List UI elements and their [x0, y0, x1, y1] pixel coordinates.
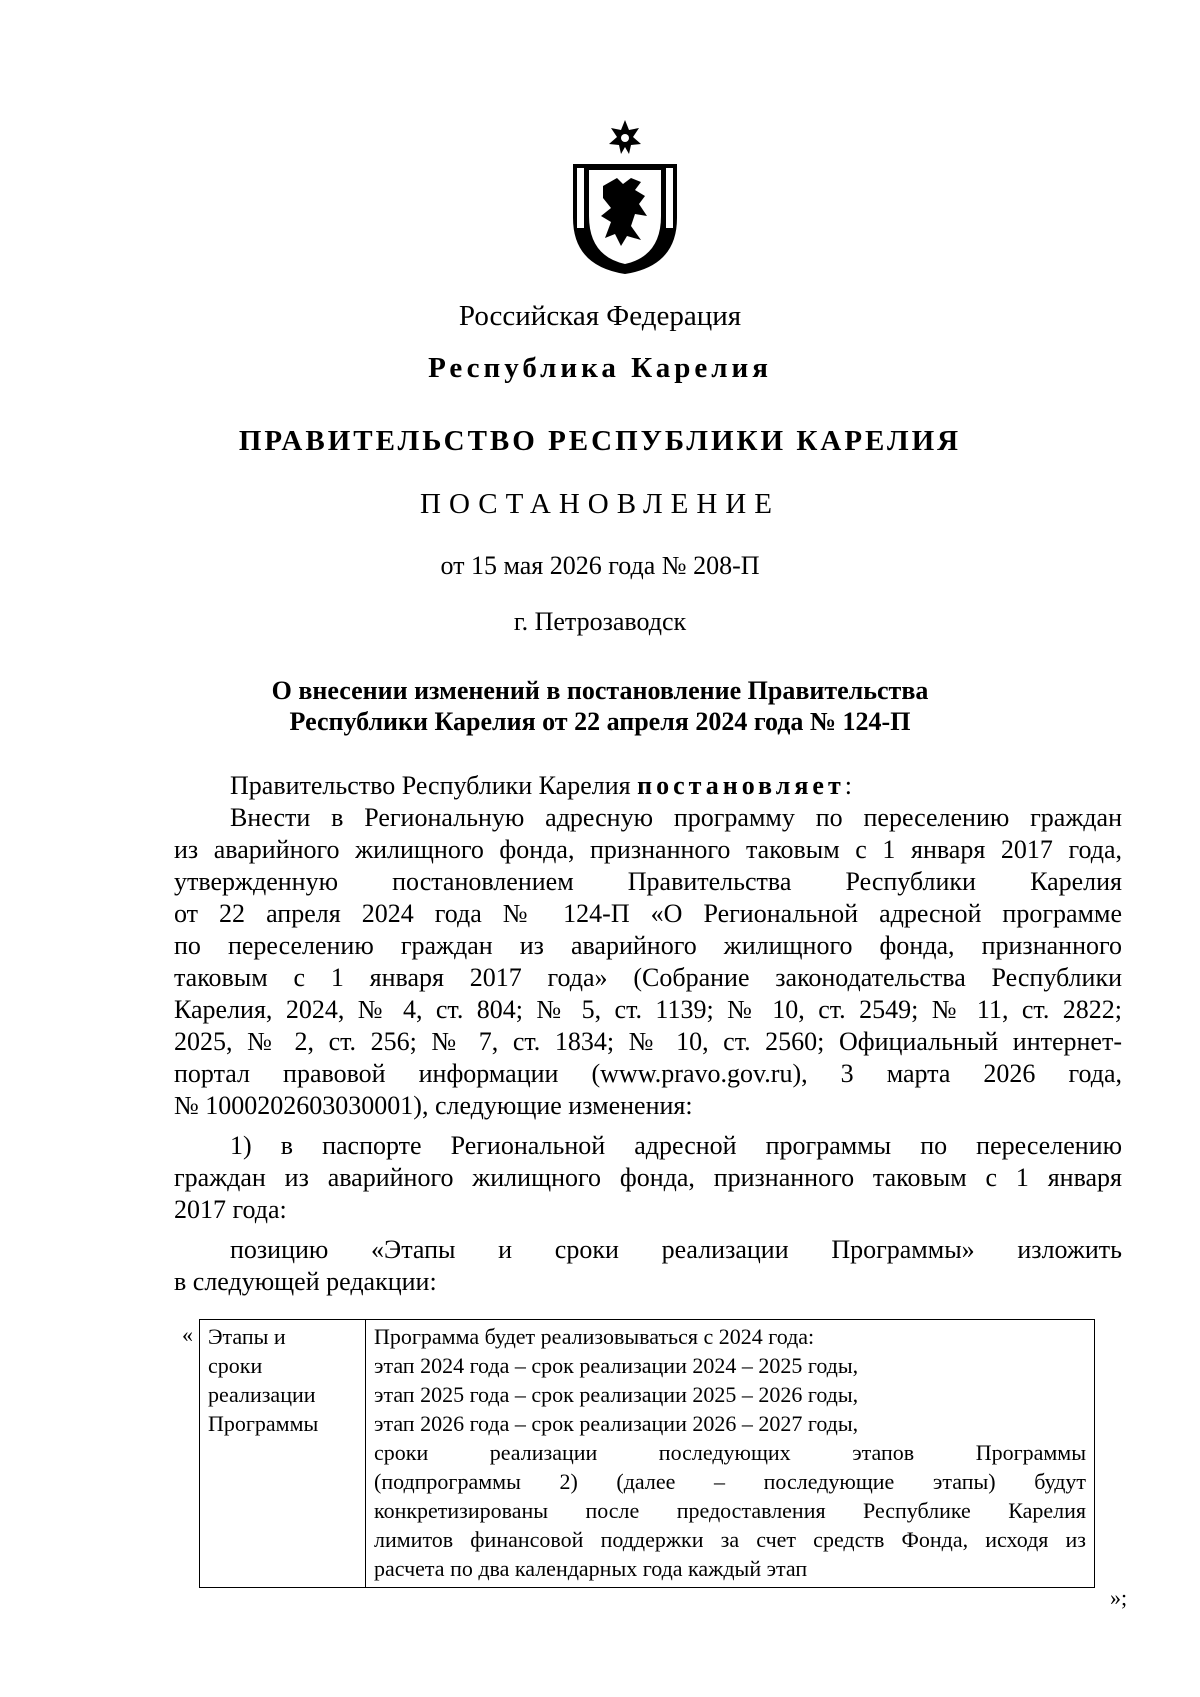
cell-line: сроки реализации последующих этапов Программы: [374, 1440, 1086, 1465]
cell-line: этап 2025 года – срок реализации 2025 – 2026 годы,: [374, 1382, 859, 1407]
cell-line: конкретизированы после предоставления Республике Карелия: [374, 1498, 1086, 1523]
subject-line: О внесении изменений в постановление Правительства: [271, 676, 929, 705]
preamble-suffix: :: [844, 771, 852, 800]
body-line: таковым с 1 января 2017 года» (Собрание законодательства Республики: [174, 963, 1122, 992]
body-line: позицию «Этапы и сроки реализации Программы» изложить: [230, 1235, 1122, 1264]
table-cell-label: [200, 1320, 366, 1588]
cell-line: Программы: [208, 1411, 319, 1436]
program-position-table: [199, 1319, 1095, 1588]
cell-line: (подпрограммы 2) (далее – последующие этапы) будут: [374, 1469, 1086, 1494]
body-line: граждан из аварийного жилищного фонда, признанного таковым с 1 января: [174, 1163, 1122, 1192]
preamble-prefix: Правительство Республики Карелия: [230, 771, 638, 800]
cell-line: расчета по два календарных года каждый этап: [374, 1556, 808, 1581]
table-open-quote: «: [182, 1322, 193, 1347]
cell-line: этап 2026 года – срок реализации 2026 – 2027 годы,: [374, 1411, 859, 1436]
body-line: 1) в паспорте Региональной адресной программы по переселению: [230, 1131, 1122, 1160]
subject-line: Республики Карелия от 22 апреля 2024 года № 124-П: [289, 707, 911, 736]
body-line: по переселению граждан из аварийного жилищного фонда, признанного: [174, 931, 1122, 960]
table-cell-content: [366, 1320, 1095, 1588]
government-title: ПРАВИТЕЛЬСТВО РЕСПУБЛИКИ КАРЕЛИЯ: [238, 425, 962, 457]
body-line: в следующей редакции:: [174, 1267, 437, 1296]
body-line: № 1000202603030001), следующие изменения:: [174, 1091, 693, 1120]
preamble: [230, 771, 1122, 801]
date-number: от 15 мая 2026 года № 208-П: [440, 551, 760, 580]
country-name: Российская Федерация: [458, 300, 742, 332]
preamble-verb: постановляет: [637, 771, 845, 800]
body-line: 2025, № 2, ст. 256; № 7, ст. 1834; № 10, ст. 2560; Официальный интернет-: [174, 1027, 1122, 1056]
cell-line: лимитов финансовой поддержки за счет средств Фонда, исходя из: [374, 1527, 1086, 1552]
cell-line: сроки: [208, 1353, 263, 1378]
body-line: утвержденную постановлением Правительства Республики Карелия: [174, 867, 1122, 896]
table-close-quote: »;: [1110, 1585, 1128, 1610]
body-line: от 22 апреля 2024 года № 124-П «О Региональной адресной программе: [174, 899, 1122, 928]
body-line: портал правовой информации (www.pravo.gov.ru), 3 марта 2026 года,: [174, 1059, 1122, 1088]
cell-line: реализации: [208, 1382, 316, 1407]
table-row: [200, 1320, 1095, 1588]
cell-line: Этапы и: [208, 1324, 286, 1349]
document-subject: [0, 675, 1200, 737]
body-line: Карелия, 2024, № 4, ст. 804; № 5, ст. 1139; № 10, ст. 2549; № 11, ст. 2822;: [174, 995, 1122, 1024]
republic-name: Республика Карелия: [428, 352, 772, 384]
body-line: 2017 года:: [174, 1195, 287, 1224]
cell-line: этап 2024 года – срок реализации 2024 – 2025 годы,: [374, 1353, 859, 1378]
city: г. Петрозаводск: [513, 607, 687, 636]
body-line: Внести в Региональную адресную программу по переселению граждан: [230, 803, 1122, 832]
document-type: ПОСТАНОВЛЕНИЕ: [420, 488, 780, 520]
body-line: из аварийного жилищного фонда, признанного таковым с 1 января 2017 года,: [174, 835, 1122, 864]
coat-of-arms-karelia-icon: [565, 118, 685, 276]
cell-line: Программа будет реализовываться с 2024 года:: [374, 1324, 815, 1349]
